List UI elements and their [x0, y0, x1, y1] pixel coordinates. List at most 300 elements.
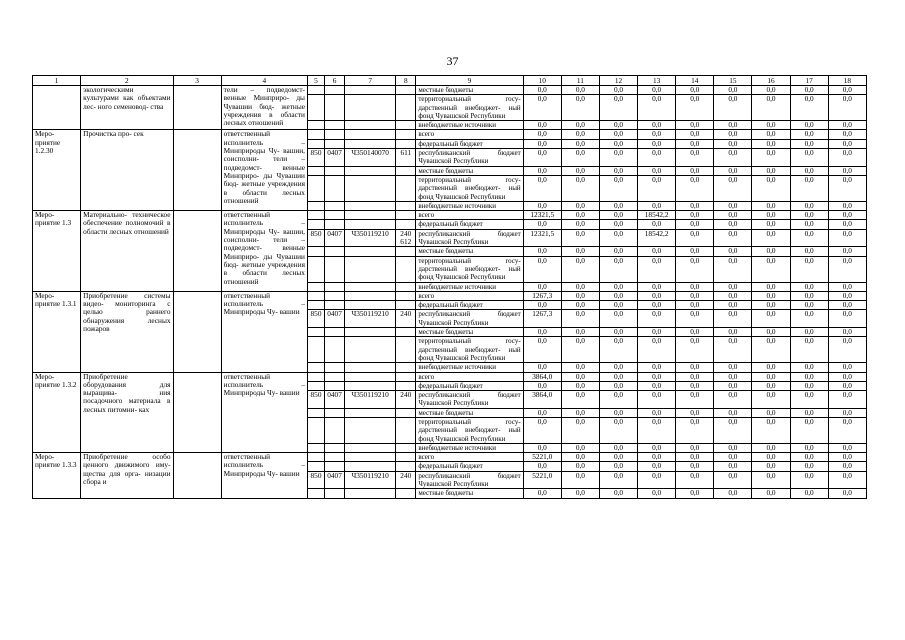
value-cell: 0,0 — [561, 363, 599, 372]
value-cell: 0,0 — [561, 130, 599, 139]
value-cell: 0,0 — [714, 381, 752, 390]
target-article-cell: Ч350119210 — [345, 391, 396, 409]
funding-source-cell: местные бюджеты — [416, 489, 523, 498]
value-cell: 1267,3 — [523, 310, 561, 328]
value-cell: 0,0 — [599, 337, 637, 363]
value-cell: 0,0 — [638, 381, 676, 390]
event-name-cell: Материально- техническое обеспечение полномочий в области лесных отношений — [81, 211, 173, 292]
value-cell: 0,0 — [828, 443, 866, 452]
value-cell: 0,0 — [714, 337, 752, 363]
value-cell: 0,0 — [561, 247, 599, 256]
value-cell: 0,0 — [561, 453, 599, 462]
value-cell: 0,0 — [599, 301, 637, 310]
value-cell: 0,0 — [752, 453, 790, 462]
section-code-cell: 0407 — [325, 471, 345, 489]
funding-source-cell: территориальный госу- дарственный внебюджет- ный фонд Чувашской Республики — [416, 175, 523, 201]
code-cell — [345, 247, 396, 256]
value-cell: 0,0 — [561, 220, 599, 229]
page-number: 37 — [446, 54, 459, 68]
value-cell: 18542,2 — [638, 211, 676, 220]
value-cell: 0,0 — [828, 256, 866, 282]
value-cell: 0,0 — [599, 201, 637, 210]
value-cell: 0,0 — [714, 211, 752, 220]
value-cell: 0,0 — [752, 408, 790, 417]
value-cell: 0,0 — [714, 282, 752, 291]
value-cell: 0,0 — [599, 391, 637, 409]
value-cell: 0,0 — [714, 453, 752, 462]
value-cell: 0,0 — [676, 471, 714, 489]
code-cell — [345, 462, 396, 471]
empty-cell — [173, 130, 221, 211]
value-cell: 0,0 — [523, 201, 561, 210]
value-cell: 0,0 — [676, 166, 714, 175]
funding-source-cell: территориальный госу- дарственный внебюджет- ный фонд Чувашской Республики — [416, 256, 523, 282]
code-cell — [325, 220, 345, 229]
table-row — [33, 453, 867, 462]
value-cell: 0,0 — [638, 310, 676, 328]
code-cell — [307, 139, 324, 148]
code-cell — [396, 337, 416, 363]
value-cell: 0,0 — [523, 337, 561, 363]
code-cell — [345, 130, 396, 139]
value-cell: 0,0 — [523, 121, 561, 130]
value-cell: 0,0 — [638, 95, 676, 121]
code-cell — [325, 282, 345, 291]
value-cell: 0,0 — [714, 471, 752, 489]
value-cell: 0,0 — [638, 166, 676, 175]
value-cell: 0,0 — [638, 139, 676, 148]
value-cell: 0,0 — [676, 149, 714, 167]
value-cell: 0,0 — [523, 489, 561, 498]
value-cell: 1267,3 — [523, 291, 561, 300]
value-cell: 3864,0 — [523, 391, 561, 409]
value-cell: 0,0 — [523, 256, 561, 282]
funding-source-cell: всего — [416, 130, 523, 139]
code-cell — [325, 417, 345, 443]
value-cell: 0,0 — [676, 220, 714, 229]
value-cell: 0,0 — [638, 372, 676, 381]
grbs-code-cell: 850 — [307, 310, 324, 328]
target-article-cell: Ч350119210 — [345, 471, 396, 489]
value-cell: 0,0 — [676, 282, 714, 291]
code-cell — [325, 95, 345, 121]
value-cell: 0,0 — [676, 372, 714, 381]
value-cell: 0,0 — [828, 175, 866, 201]
code-cell — [345, 372, 396, 381]
value-cell: 0,0 — [638, 301, 676, 310]
code-cell — [396, 417, 416, 443]
value-cell: 0,0 — [828, 310, 866, 328]
value-cell: 0,0 — [561, 489, 599, 498]
column-number: 14 — [676, 76, 714, 86]
value-cell: 0,0 — [752, 229, 790, 247]
value-cell: 0,0 — [561, 462, 599, 471]
value-cell: 0,0 — [790, 381, 828, 390]
value-cell: 0,0 — [752, 489, 790, 498]
value-cell: 0,0 — [790, 247, 828, 256]
value-cell: 0,0 — [752, 301, 790, 310]
funding-source-cell: территориальный госу- дарственный внебюджет- ный фонд Чувашской Республики — [416, 337, 523, 363]
value-cell: 0,0 — [599, 291, 637, 300]
event-name-cell: экологическими культурами как объектами лес- ного семеновод- ства — [81, 86, 173, 130]
value-cell: 0,0 — [599, 408, 637, 417]
value-cell: 0,0 — [523, 139, 561, 148]
code-cell — [345, 175, 396, 201]
value-cell: 0,0 — [752, 291, 790, 300]
value-cell: 0,0 — [676, 453, 714, 462]
code-cell — [396, 211, 416, 220]
column-number: 10 — [523, 76, 561, 86]
value-cell: 0,0 — [638, 408, 676, 417]
value-cell: 0,0 — [561, 310, 599, 328]
value-cell: 0,0 — [523, 175, 561, 201]
code-cell — [396, 139, 416, 148]
code-cell — [345, 95, 396, 121]
value-cell: 0,0 — [561, 391, 599, 409]
value-cell: 0,0 — [638, 363, 676, 372]
code-cell — [325, 86, 345, 95]
value-cell: 0,0 — [561, 121, 599, 130]
value-cell: 0,0 — [523, 443, 561, 452]
value-cell: 0,0 — [561, 149, 599, 167]
section-code-cell: 0407 — [325, 391, 345, 409]
value-cell: 0,0 — [790, 391, 828, 409]
value-cell: 0,0 — [676, 139, 714, 148]
value-cell: 0,0 — [790, 337, 828, 363]
code-cell — [396, 220, 416, 229]
column-number: 5 — [307, 76, 324, 86]
value-cell: 0,0 — [790, 328, 828, 337]
value-cell: 0,0 — [523, 301, 561, 310]
column-number: 11 — [561, 76, 599, 86]
value-cell: 0,0 — [523, 462, 561, 471]
value-cell: 0,0 — [599, 121, 637, 130]
value-cell: 0,0 — [676, 301, 714, 310]
code-cell — [325, 443, 345, 452]
value-cell: 0,0 — [752, 328, 790, 337]
value-cell: 0,0 — [638, 462, 676, 471]
value-cell: 0,0 — [828, 282, 866, 291]
funding-source-cell: местные бюджеты — [416, 408, 523, 417]
event-label-cell: Меро- приятие 1.3.2 — [33, 372, 81, 453]
value-cell: 0,0 — [638, 256, 676, 282]
value-cell: 0,0 — [561, 328, 599, 337]
value-cell: 0,0 — [828, 95, 866, 121]
value-cell: 0,0 — [599, 95, 637, 121]
value-cell: 0,0 — [752, 175, 790, 201]
value-cell: 12321,5 — [523, 211, 561, 220]
value-cell: 3864,0 — [523, 372, 561, 381]
expense-type-cell: 240 — [396, 391, 416, 409]
value-cell: 0,0 — [599, 229, 637, 247]
value-cell: 0,0 — [523, 408, 561, 417]
value-cell: 0,0 — [523, 95, 561, 121]
executor-cell: ответственный исполнитель – Минприроды Чу- вашии, соисполни- тели – подведомст- венные Минприро- ды Чувашии бюд- жетные учреждения в области лесных отношений — [221, 130, 307, 211]
value-cell: 0,0 — [676, 201, 714, 210]
value-cell: 0,0 — [828, 291, 866, 300]
value-cell: 0,0 — [828, 363, 866, 372]
value-cell: 0,0 — [523, 328, 561, 337]
value-cell: 0,0 — [752, 211, 790, 220]
code-cell — [396, 256, 416, 282]
value-cell: 0,0 — [676, 391, 714, 409]
value-cell: 0,0 — [752, 95, 790, 121]
value-cell: 0,0 — [676, 381, 714, 390]
value-cell: 0,0 — [752, 220, 790, 229]
value-cell: 0,0 — [752, 282, 790, 291]
value-cell: 0,0 — [752, 372, 790, 381]
value-cell: 0,0 — [828, 86, 866, 95]
value-cell: 0,0 — [676, 462, 714, 471]
funding-source-cell: всего — [416, 372, 523, 381]
funding-source-cell: федеральный бюджет — [416, 301, 523, 310]
column-number: 9 — [416, 76, 523, 86]
table-row — [33, 86, 867, 95]
value-cell: 0,0 — [828, 211, 866, 220]
expense-type-cell: 240 — [396, 310, 416, 328]
column-number: 16 — [752, 76, 790, 86]
value-cell: 0,0 — [790, 453, 828, 462]
value-cell: 0,0 — [714, 443, 752, 452]
value-cell: 0,0 — [790, 121, 828, 130]
value-cell: 0,0 — [714, 462, 752, 471]
value-cell: 0,0 — [638, 391, 676, 409]
value-cell: 0,0 — [599, 417, 637, 443]
value-cell: 0,0 — [752, 310, 790, 328]
value-cell: 0,0 — [790, 363, 828, 372]
value-cell: 0,0 — [638, 417, 676, 443]
empty-cell — [173, 211, 221, 292]
funding-source-cell: федеральный бюджет — [416, 462, 523, 471]
value-cell: 0,0 — [714, 130, 752, 139]
code-cell — [325, 166, 345, 175]
value-cell: 0,0 — [714, 291, 752, 300]
funding-source-cell: всего — [416, 211, 523, 220]
value-cell: 0,0 — [828, 201, 866, 210]
value-cell: 0,0 — [561, 175, 599, 201]
value-cell: 0,0 — [828, 139, 866, 148]
code-cell — [325, 121, 345, 130]
value-cell: 0,0 — [752, 166, 790, 175]
code-cell — [307, 381, 324, 390]
value-cell: 0,0 — [561, 95, 599, 121]
value-cell: 0,0 — [561, 256, 599, 282]
funding-source-cell: республиканский бюджет Чувашской Республики — [416, 471, 523, 489]
value-cell: 0,0 — [790, 201, 828, 210]
code-cell — [307, 256, 324, 282]
code-cell — [325, 301, 345, 310]
column-number: 18 — [828, 76, 866, 86]
value-cell: 0,0 — [676, 417, 714, 443]
code-cell — [345, 337, 396, 363]
executor-cell: ответственный исполнитель – Минприроды Чу- вашии — [221, 372, 307, 453]
code-cell — [345, 211, 396, 220]
code-cell — [396, 291, 416, 300]
code-cell — [345, 201, 396, 210]
value-cell: 0,0 — [638, 471, 676, 489]
section-code-cell: 0407 — [325, 229, 345, 247]
event-label-cell: Меро- приятие 1.3.1 — [33, 291, 81, 372]
code-cell — [396, 453, 416, 462]
value-cell: 0,0 — [523, 282, 561, 291]
event-name-cell: Приобретение оборудования для выращива- ния посадочного материала в лесных питомни- ках — [81, 372, 173, 453]
funding-source-cell: всего — [416, 453, 523, 462]
value-cell: 0,0 — [676, 121, 714, 130]
event-name-cell: Приобретение особо ценного движимого иму- щества для орга- низации сбора и — [81, 453, 173, 498]
value-cell: 0,0 — [676, 247, 714, 256]
code-cell — [307, 462, 324, 471]
value-cell: 0,0 — [828, 220, 866, 229]
value-cell: 0,0 — [790, 130, 828, 139]
code-cell — [307, 489, 324, 498]
code-cell — [396, 247, 416, 256]
value-cell: 0,0 — [714, 175, 752, 201]
empty-cell — [173, 291, 221, 372]
column-number: 6 — [325, 76, 345, 86]
funding-source-cell: федеральный бюджет — [416, 381, 523, 390]
expense-type-cell: 240 612 — [396, 229, 416, 247]
value-cell: 0,0 — [828, 337, 866, 363]
code-cell — [307, 121, 324, 130]
column-number: 12 — [599, 76, 637, 86]
value-cell: 0,0 — [714, 391, 752, 409]
value-cell: 0,0 — [790, 417, 828, 443]
funding-source-cell: федеральный бюджет — [416, 220, 523, 229]
table-row — [33, 211, 867, 220]
funding-source-cell: местные бюджеты — [416, 247, 523, 256]
value-cell: 0,0 — [714, 229, 752, 247]
value-cell: 0,0 — [828, 301, 866, 310]
value-cell: 0,0 — [599, 86, 637, 95]
value-cell: 0,0 — [599, 381, 637, 390]
value-cell: 0,0 — [523, 247, 561, 256]
value-cell: 0,0 — [752, 443, 790, 452]
code-cell — [325, 372, 345, 381]
value-cell: 0,0 — [790, 175, 828, 201]
code-cell — [325, 453, 345, 462]
value-cell: 0,0 — [714, 256, 752, 282]
code-cell — [396, 121, 416, 130]
executor-cell: тели – подведомст- венные Минприро- ды Чувашии бюд- жетные учреждения в области лесных отношений — [221, 86, 307, 130]
value-cell: 0,0 — [638, 175, 676, 201]
value-cell: 0,0 — [714, 489, 752, 498]
value-cell: 0,0 — [676, 363, 714, 372]
value-cell: 0,0 — [828, 247, 866, 256]
funding-source-cell: внебюджетные источники — [416, 121, 523, 130]
value-cell: 0,0 — [752, 381, 790, 390]
value-cell: 0,0 — [561, 372, 599, 381]
value-cell: 0,0 — [790, 282, 828, 291]
value-cell: 0,0 — [676, 310, 714, 328]
value-cell: 0,0 — [752, 86, 790, 95]
grbs-code-cell: 850 — [307, 391, 324, 409]
value-cell: 0,0 — [828, 149, 866, 167]
empty-cell — [173, 453, 221, 498]
value-cell: 0,0 — [752, 462, 790, 471]
value-cell: 0,0 — [828, 372, 866, 381]
value-cell: 0,0 — [714, 372, 752, 381]
value-cell: 0,0 — [714, 247, 752, 256]
value-cell: 0,0 — [638, 220, 676, 229]
event-label-cell: Меро- приятие 1.3 — [33, 211, 81, 292]
value-cell: 0,0 — [638, 291, 676, 300]
value-cell: 0,0 — [523, 130, 561, 139]
code-cell — [345, 489, 396, 498]
value-cell: 0,0 — [561, 408, 599, 417]
value-cell: 0,0 — [790, 95, 828, 121]
code-cell — [396, 201, 416, 210]
value-cell: 0,0 — [790, 301, 828, 310]
funding-source-cell: федеральный бюджет — [416, 139, 523, 148]
value-cell: 0,0 — [561, 86, 599, 95]
value-cell: 0,0 — [599, 211, 637, 220]
value-cell: 0,0 — [676, 229, 714, 247]
value-cell: 0,0 — [790, 166, 828, 175]
value-cell: 0,0 — [638, 149, 676, 167]
code-cell — [345, 301, 396, 310]
value-cell: 0,0 — [752, 363, 790, 372]
value-cell: 0,0 — [561, 201, 599, 210]
value-cell: 0,0 — [561, 291, 599, 300]
table-row — [33, 372, 867, 381]
code-cell — [307, 86, 324, 95]
value-cell: 0,0 — [523, 86, 561, 95]
code-cell — [345, 443, 396, 452]
value-cell: 0,0 — [714, 220, 752, 229]
value-cell: 0,0 — [599, 166, 637, 175]
code-cell — [325, 489, 345, 498]
value-cell: 0,0 — [599, 471, 637, 489]
section-code-cell: 0407 — [325, 310, 345, 328]
value-cell: 0,0 — [790, 256, 828, 282]
value-cell: 0,0 — [523, 363, 561, 372]
value-cell: 0,0 — [828, 471, 866, 489]
value-cell: 0,0 — [676, 256, 714, 282]
value-cell: 0,0 — [599, 247, 637, 256]
value-cell: 0,0 — [714, 166, 752, 175]
code-cell — [396, 443, 416, 452]
target-article-cell: Ч350119210 — [345, 310, 396, 328]
empty-cell — [173, 372, 221, 453]
value-cell: 0,0 — [561, 166, 599, 175]
funding-source-cell: внебюджетные источники — [416, 443, 523, 452]
code-cell — [307, 175, 324, 201]
value-cell: 0,0 — [599, 310, 637, 328]
value-cell: 0,0 — [638, 130, 676, 139]
code-cell — [345, 408, 396, 417]
value-cell: 0,0 — [828, 229, 866, 247]
value-cell: 0,0 — [561, 211, 599, 220]
code-cell — [345, 417, 396, 443]
column-number-row — [33, 76, 867, 86]
code-cell — [307, 453, 324, 462]
expense-type-cell: 240 — [396, 471, 416, 489]
funding-source-cell: местные бюджеты — [416, 328, 523, 337]
table-row — [33, 291, 867, 300]
code-cell — [307, 443, 324, 452]
code-cell — [325, 256, 345, 282]
value-cell: 0,0 — [714, 121, 752, 130]
column-number: 4 — [221, 76, 307, 86]
code-cell — [325, 462, 345, 471]
value-cell: 0,0 — [828, 453, 866, 462]
code-cell — [307, 301, 324, 310]
value-cell: 0,0 — [714, 328, 752, 337]
value-cell: 0,0 — [714, 363, 752, 372]
value-cell: 0,0 — [714, 149, 752, 167]
value-cell: 0,0 — [676, 175, 714, 201]
executor-cell: ответственный исполнитель – Минприроды Чу- вашии — [221, 453, 307, 498]
